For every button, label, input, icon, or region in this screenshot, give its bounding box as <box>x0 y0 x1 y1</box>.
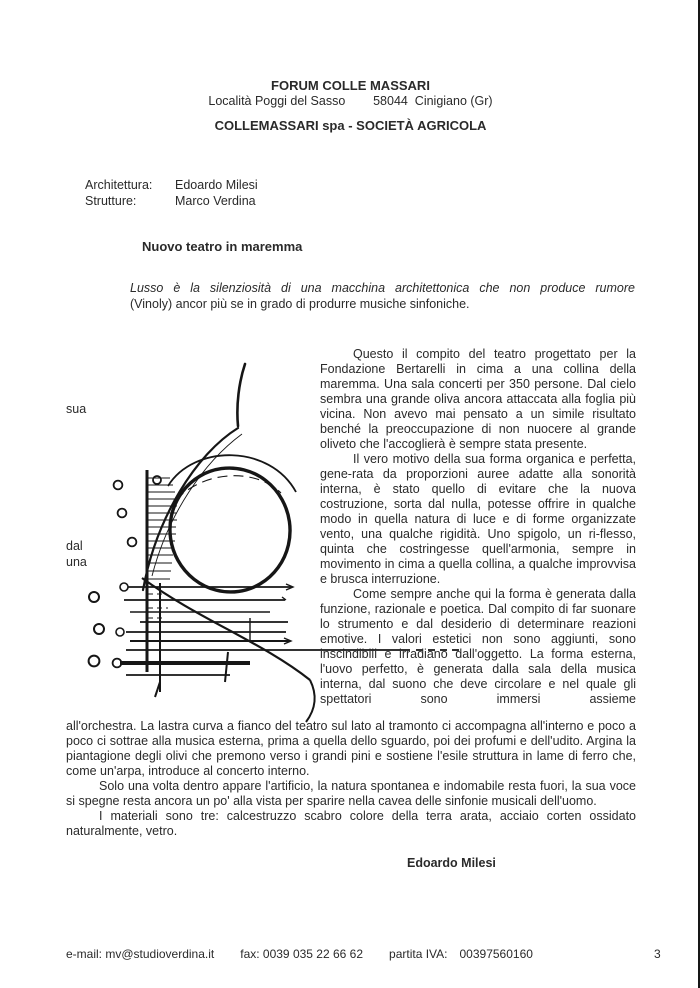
page-number: 3 <box>654 947 661 961</box>
footer-iva-label: partita IVA: <box>389 947 448 961</box>
page-title: FORUM COLLE MASSARI <box>271 78 430 93</box>
footer-iva-value: 00397560160 <box>459 947 533 961</box>
header-address: Località Poggi del Sasso 58044 Cinigiano (Gr) <box>208 94 493 108</box>
strutture-value: Marco Verdina <box>175 193 256 208</box>
author-signature: Edoardo Milesi <box>407 856 496 870</box>
margin-word-sua: sua <box>66 402 87 416</box>
footer-iva <box>389 947 533 961</box>
margin-word-dal: dal <box>66 539 83 553</box>
credits-block <box>85 178 258 209</box>
quote-plain-line: (Vinoly) ancor più se in grado di produrre musiche sinfoniche. <box>130 296 470 311</box>
credit-row-architettura <box>85 178 258 194</box>
body-paragraph: Come sempre anche qui la forma è generata dalla funzione, razionale e poetica. Dal compito di far suonare lo strumento e dal desiderio di determinare reazioni emotive. I valori estetici non sono aggiunti, sono inscindibili e irradiano dall'oggetto. La forma esterna, l'uovo perfetto, è generata dalla sala della musica interna, dal suono che deve circolare e nel quale gli spettatori sono immersi assieme <box>320 587 636 706</box>
body-paragraph: Solo una volta dentro appare l'artificio, la natura spontanea e indomabile resta fuori, la sua voce si spegne resta ancora un po' alla vista per sparire nella cavea delle sinfonie musicali dell'uomo. <box>66 779 636 808</box>
body-paragraph: Il vero motivo della sua forma organica e perfetta, gene-rata da proporzioni auree adatte alla sonorità interna, è stato quello di evitare che la nuova costruzione, sorta dal nulla, potesse offrire in qualche modo in quella natura di luce e di forme organizzate vento, una qualche rigidità. Uno spigolo, un ri-flesso, quinta che costringesse quell'armonia, sempre in movimento in cima a quella collina, a qualche improvvisa e brusca interruzione. <box>320 452 636 586</box>
architettura-value: Edoardo Milesi <box>175 178 258 192</box>
article-heading: Nuovo teatro in maremma <box>142 239 303 254</box>
footer-email: e-mail: mv@studioverdina.it <box>66 947 215 961</box>
margin-word-una: una <box>66 555 87 569</box>
document-header <box>66 79 635 133</box>
strutture-label: Strutture: <box>85 193 137 208</box>
quote-block <box>130 281 635 312</box>
body-paragraph: all'orchestra. La lastra curva a fianco del teatro sul lato al tramonto ci accompagna all'interno e poco a poco ci sottrae alla musica esterna, prima a quella dello sguardo, poi dei profumi e dell'udito. Argina la piantagione degli olivi che premono verso i grandi pini e sostiene l'esile struttura in lame di ferro che, come un'arpa, introduce al concerto interno. <box>66 719 636 778</box>
body-column-text <box>320 347 636 707</box>
body-full-width-text <box>66 719 636 839</box>
quote-italic-line: Lusso è la silenziosità di una macchina architettonica che non produce rumore <box>130 281 635 295</box>
header-company: COLLEMASSARI spa - SOCIETÀ AGRICOLA <box>214 118 487 133</box>
body-paragraph: I materiali sono tre: calcestruzzo scabro colore della terra arata, acciaio corten ossidato naturalmente, vetro. <box>66 809 636 838</box>
page-footer <box>66 947 533 961</box>
body-paragraph: Questo il compito del teatro progettato per la Fondazione Bertarelli in cima a una collina della maremma. Una sala concerti per 350 persone. Dal cielo sembra una grande oliva ancora attaccata alla foglia più vicina. Non avevo mai pensato a un simile risultato benché la preoccupazione di non nuocere al grande oliveto che l'accoglierà è sempre stata presente. <box>320 347 636 451</box>
footer-fax: fax: 0039 035 22 66 62 <box>240 947 364 961</box>
credit-row-strutture <box>85 194 258 210</box>
architettura-label: Architettura: <box>85 178 153 192</box>
